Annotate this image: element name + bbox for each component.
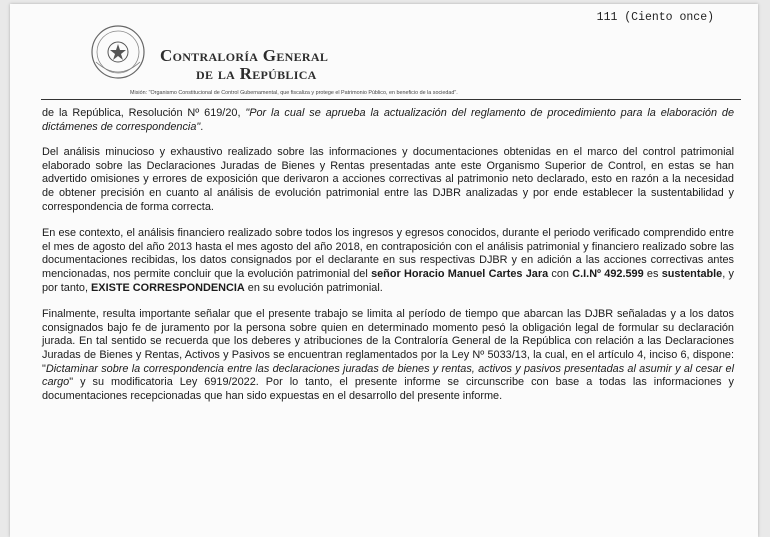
paragraph-text: En ese contexto, el análisis financiero realizado sobre todos los ingresos y egresos conocidos, durante el periodo verificado comprendido entre el mes de agosto del año 2013 hasta el mes agosto del año 2018, en contraposición con el análisis patrimonial y financiero realizado sobre las documentaciones recibidas, los datos consignados por el declarante en sus respectivas DJBR y en adición a las acciones correctivas antes mencionadas, nos permite concluir que la evolución patrimonial del — [42, 227, 734, 280]
org-name-line1: Contraloría General — [160, 46, 329, 65]
page-folio: 111 (Ciento once) — [596, 11, 714, 24]
paragraph-resolution — [42, 107, 734, 134]
org-name-line2: de la República — [196, 64, 317, 83]
paragraph-text: en su evolución patrimonial. — [244, 281, 383, 294]
paragraph-text: , y por tanto, — [42, 267, 734, 294]
contraloria-seal-logo — [88, 22, 148, 82]
paragraph-text: de la República, Resolución Nº 619/20, — [42, 107, 246, 119]
mission-statement: Misión: "Organismo Constitucional de Control Gubernamental, que fiscaliza y protege el Patrimonio Público, en beneficio de la sociedad". — [130, 90, 458, 96]
sustentable-bold: sustentable — [661, 267, 723, 280]
document-page — [10, 4, 758, 537]
law-quote-italic: Dictaminar sobre la correspondencia entre las declaraciones juradas de bienes y rentas, activos y pasivos presentadas al asumir y al cesar el cargo — [42, 362, 734, 389]
paragraph-text: " y su modificatoria Ley 6919/2022. Por lo tanto, el presente informe se circunscribe con base a todas las informaciones y documentaciones recepcionadas que han sido expuestas en el desarrollo del presente informe. — [42, 376, 734, 402]
paragraph-conclusion — [42, 227, 734, 295]
paragraph-text: con — [548, 267, 573, 280]
declarant-name-bold: señor Horacio Manuel Cartes Jara — [371, 267, 549, 280]
paragraph-text: Finalmente, resulta importante señalar que el presente trabajo se limita al período de tiempo que abarcan las DJBR señaladas y a los datos consignados bajo fe de juramento por la persona sobre quien en determinado momento pesó la obligación legal de formular su declaración jurada. En tal sentido se recuerda que los deberes y atribuciones de la Contraloría General de la República con relación a las Declaraciones Juradas de Bienes y Rentas, Activos y Pasivos se encuentran reglamentados por la Ley Nº 5033/13, la cual, en el artículo 4, inciso 6, dispone: " — [42, 308, 734, 375]
existe-correspondencia-bold: EXISTE CORRESPONDENCIA — [91, 281, 245, 294]
paragraph-analysis: Del análisis minucioso y exhaustivo realizado sobre las informaciones y documentaciones obtenidas en el marco del control patrimonial elaborado sobre las Declaraciones Juradas de Bienes y Rentas presentadas ante este Organismo Superior de Control, en estas se han advertido omisiones y errores de exposición que derivaron a acciones correctivas al patrimonio neto declarado, esto en razón a la necesidad de obtener precisión en cuanto al análisis de evolución patrimonial entre las DJBR analizadas y por ende establecer la sustentabilidad y correspondencia de forma correcta. — [42, 146, 734, 213]
id-number-bold: C.I.Nº 492.599 — [572, 267, 644, 280]
paragraph-final — [42, 308, 734, 403]
header-divider — [41, 99, 741, 100]
resolution-title-italic: "Por la cual se aprueba la actualización del reglamento de procedimiento para la elaboración de dictámenes de correspondencia" — [42, 107, 734, 133]
paragraph-text: . — [200, 120, 204, 133]
paragraph-text: es — [643, 267, 662, 280]
document-body — [42, 107, 734, 416]
